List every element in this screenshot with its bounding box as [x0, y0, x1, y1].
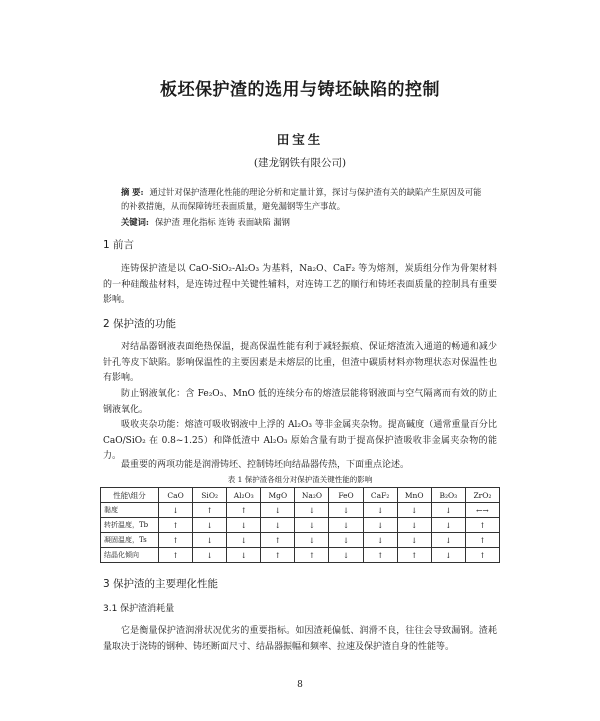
- table-cell: ↑: [159, 533, 193, 548]
- table-header-cell: SiO₂: [193, 488, 227, 503]
- consumption-paragraph: 它是衡量保护渣润滑状况优劣的重要指标。如因渣耗偏低、润滑不良，往往会导致漏钢。渣耗量取决于浇铸的钢种、铸坯断面尺寸、结晶器振幅和频率、拉速及保护渣自身的性能等。: [103, 626, 497, 652]
- table-cell: ↓: [329, 533, 363, 548]
- keywords-text: 保护渣 理化指标 连铸 表面缺陷 漏钢: [154, 217, 290, 227]
- table-cell: ↑: [295, 548, 329, 563]
- table-caption: 表 1 保护渣各组分对保护渣关键性能的影响: [227, 475, 373, 484]
- table-cell: ↓: [431, 503, 465, 518]
- abstract-label: 摘 要:: [121, 187, 144, 197]
- table-header-cell: Al₂O₃: [227, 488, 261, 503]
- table-cell: ↓: [329, 518, 363, 533]
- table-cell: ↑: [159, 548, 193, 563]
- table-cell: ↓: [363, 533, 397, 548]
- table-header-cell: MnO: [397, 488, 431, 503]
- abstract: [121, 185, 489, 213]
- table-header-cell: FeO: [329, 488, 363, 503]
- table-row-label: 结晶化倾向: [101, 548, 159, 563]
- table-cell: ↓: [363, 518, 397, 533]
- table-cell: ↓: [397, 503, 431, 518]
- paper-title: 板坯保护渣的选用与铸坯缺陷的控制: [160, 80, 440, 100]
- table-row-label: 转折温度，Tb: [101, 518, 159, 533]
- table-cell: ↓: [431, 518, 465, 533]
- table-cell: ↑: [261, 548, 295, 563]
- table-cell: ↑: [465, 518, 499, 533]
- page-number: 8: [297, 680, 303, 690]
- table-row: [101, 548, 500, 563]
- properties-table: [100, 487, 500, 563]
- table-cell: ↓: [261, 518, 295, 533]
- author-name: 田宝生: [276, 132, 324, 147]
- table-cell: ↓: [227, 533, 261, 548]
- table-header-cell: B₂O₃: [431, 488, 465, 503]
- table-cell: ↑: [227, 503, 261, 518]
- table-cell: ↓: [295, 518, 329, 533]
- table-cell: ↓: [363, 503, 397, 518]
- section-heading-properties: 3 保护渣的主要理化性能: [103, 578, 219, 590]
- author-affiliation: (建龙钢铁有限公司): [253, 157, 347, 169]
- table-header-cell: ZrO₂: [465, 488, 499, 503]
- table-cell: ↑: [159, 518, 193, 533]
- intro-paragraph: 连铸保护渣是以 CaO-SiO₂-Al₂O₃ 为基料，Na₂O、CaF₂ 等为熔剂，炭质组分作为骨架材料的一种硅酸盐材料，是连铸过程中关键性辅料，对连铸工艺的顺行和铸坯表面质量的控制具有重要影响。: [103, 264, 497, 305]
- abstract-text: 通过针对保护渣理化性能的理论分析和定量计算，探讨与保护渣有关的缺陷产生原因及可能的补救措施，从而保障铸坯表面质量，避免漏钢等生产事故。: [121, 187, 482, 211]
- table-cell: ↓: [193, 518, 227, 533]
- functions-paragraph-1: 对结晶器钢液表面绝热保温，提高保温性能有利于减轻振痕、保证熔渣流入通道的畅通和减少针孔等皮下缺陷。影响保温性的主要因素是未熔层的比重，但渣中碳质材料亦物理状态对保温性也有影响。: [103, 342, 497, 383]
- table-row: [101, 503, 500, 518]
- section-heading-functions: 2 保护渣的功能: [103, 318, 177, 330]
- table-header-cell: Na₂O: [295, 488, 329, 503]
- table-cell: ↓: [295, 533, 329, 548]
- table-header-row: [101, 488, 500, 503]
- table-row: [101, 533, 500, 548]
- table-header-cell: MgO: [261, 488, 295, 503]
- table-cell: ↓: [227, 518, 261, 533]
- table-header-cell: 性能\组分: [101, 488, 159, 503]
- table-cell: ↓: [397, 533, 431, 548]
- table-cell: ↓: [227, 548, 261, 563]
- table-cell: ↓: [329, 548, 363, 563]
- table-row-label: 凝固温度，Ts: [101, 533, 159, 548]
- table-cell: ↓: [261, 503, 295, 518]
- table-header-cell: CaO: [159, 488, 193, 503]
- table-row-label: 黏度: [101, 503, 159, 518]
- table-cell: ↓: [159, 503, 193, 518]
- functions-paragraph-3: 吸收夹杂功能：熔渣可吸收钢液中上浮的 Al₂O₃ 等非金属夹杂物。提高碱度（通常重量百分比 CaO/SiO₂ 在 0.8~1.25）和降低渣中 Al₂O₃ 原始含量有助于提高保护渣吸收非金属夹杂物的能力。: [103, 420, 497, 461]
- table-cell: ↓: [295, 503, 329, 518]
- table-cell: ←→: [465, 503, 499, 518]
- table-cell: ↑: [261, 533, 295, 548]
- functions-paragraph-2: 防止钢液氧化：含 Fe₂O₃、MnO 低的连续分布的熔渣层能将钢液面与空气隔离而有效的防止钢液氧化。: [103, 389, 497, 415]
- keywords: [121, 216, 489, 228]
- table-cell: ↓: [193, 548, 227, 563]
- table-cell: ↑: [193, 503, 227, 518]
- table-cell: ↓: [193, 533, 227, 548]
- subsection-heading-consumption: 3.1 保护渣消耗量: [103, 604, 175, 614]
- table-cell: ↑: [397, 548, 431, 563]
- table-cell: ↑: [465, 533, 499, 548]
- table-header-cell: CaF₂: [363, 488, 397, 503]
- table-cell: ↑: [363, 548, 397, 563]
- table-cell: ↓: [431, 533, 465, 548]
- keywords-label: 关键词:: [121, 217, 149, 227]
- functions-paragraph-4: 最重要的两项功能是润滑铸坯、控制铸坯向结晶器传热，下面重点论述。: [121, 460, 410, 470]
- table-cell: ↑: [465, 548, 499, 563]
- table-cell: ↓: [329, 503, 363, 518]
- section-heading-intro: 1 前言: [103, 239, 135, 251]
- table-row: [101, 518, 500, 533]
- table-cell: ↓: [431, 548, 465, 563]
- table-cell: ↓: [397, 518, 431, 533]
